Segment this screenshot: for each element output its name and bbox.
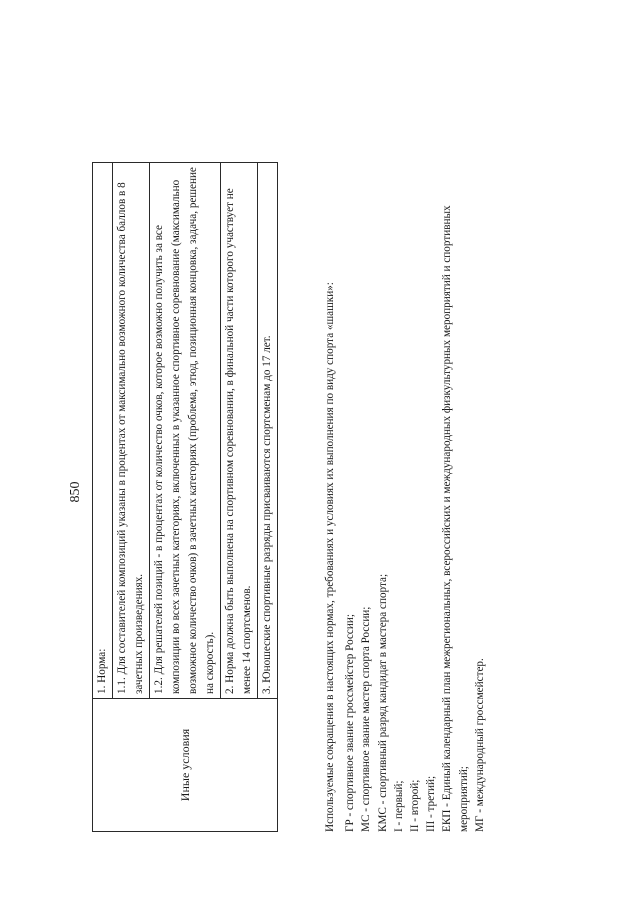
row-label: Иные условия [93,699,278,832]
condition-item: 1. Норма: [93,163,113,698]
abbreviation-item: I - первый; [392,780,405,832]
abbreviation-item: III - третий; [425,775,438,832]
abbreviation-item: ГР - спортивное звание гроссмейстер России; [344,614,357,832]
rotated-page [50,132,570,852]
conditions-cell [93,163,278,699]
abbreviation-item: МС - спортивное звание мастер спорта России; [360,606,373,832]
abbreviations-section [322,162,488,832]
abbreviation-item: II - второй; [409,779,422,832]
condition-item: 3. Юношеские спортивные разряды присваиваются спортсменам до 17 лет. [261,335,273,694]
condition-item: 1.2. Для решателей позиций - в процентах от количество очков, которое возможно получить за все композиции во всех зачетных категориях, включенных в указанное спортивное соревнование (максимально возможное количество очков) в зачетных категориях (проблема, этюд, позиционная концовка, задача, решение на скорость). [150,163,221,698]
condition-item: 2. Норма должна быть выполнена на спортивном соревновании, в финальной части которого участвует не менее 14 спортсменов. [221,163,258,698]
conditions-table [92,162,278,832]
abbreviations-lead: Используемые сокращения в настоящих нормах, требованиях и условиях их выполнения по виду спорта «шашки»: [324,282,336,832]
table-row [93,163,278,832]
abbreviation-item: ЕКП - Единый календарный план межрегиональных, всероссийских и международных физкультурных мероприятий и спортивных мероприятий; [441,205,470,832]
page-number: 850 [68,481,83,503]
abbreviation-item: МГ - международный гроссмейстер. [473,658,486,832]
condition-item: 1.1. Для составителей композиций указаны в процентах от максимально возможного количества баллов в 8 зачетных произведениях. [113,163,150,698]
abbreviation-item: КМС - спортивный разряд кандидат в мастера спорта; [376,573,389,832]
